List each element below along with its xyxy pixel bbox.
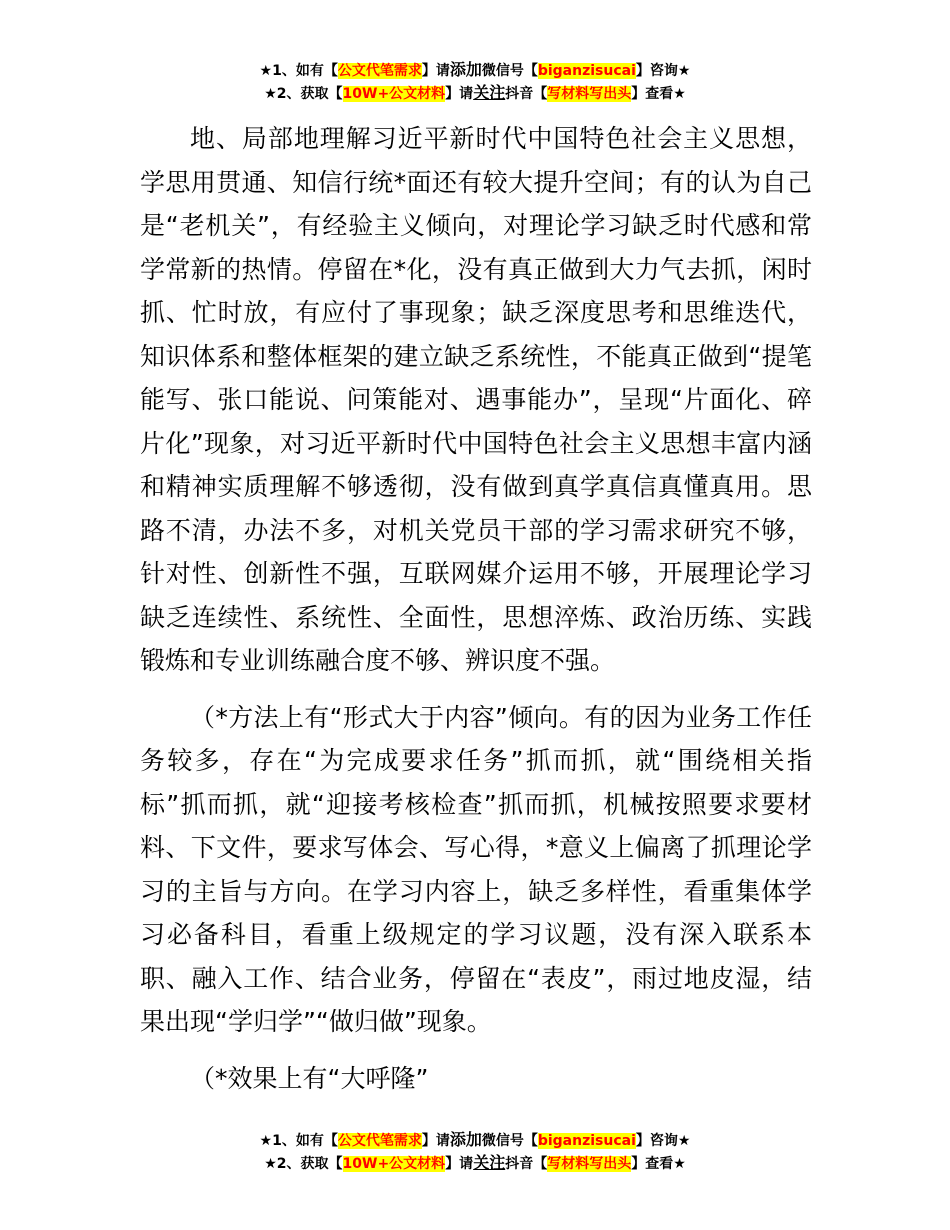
banner-highlight: biganzisucai bbox=[537, 1133, 636, 1149]
banner-text: ★2、获取【 bbox=[264, 1156, 343, 1172]
banner-text: 微信号【 bbox=[481, 63, 538, 79]
paragraph-1: 地、局部地理解习近平新时代中国特色社会主义思想，学思用贯通、知信行统*面还有较大提升空间；有的认为自己是“老机关”，有经验主义倾向，对理论学习缺乏时代感和常学常新的热情。停留在*化，没有真正做到大力气去抓，闲时抓、忙时放，有应付了事现象；缺乏深度思考和思维迭代，知识体系和整体框架的建立缺乏系统性，不能真正做到“提笔能写、张口能说、问策能对、遇事能办”，呈现“片面化、碎片化”现象，对习近平新时代中国特色社会主义思想丰富内涵和精神实质理解不够透彻，没有做到真学真信真懂真用。思路不清，办法不多，对机关党员干部的学习需求研究不够，针对性、创新性不强，互联网媒介运用不够，开展理论学习缺乏连续性、系统性、全面性，思想淬炼、政治历练、实践锻炼和专业训练融合度不够、辨识度不强。 bbox=[140, 124, 812, 675]
banner-text: 抖音【 bbox=[505, 1156, 548, 1172]
banner-emphasis: 添加 bbox=[449, 60, 482, 79]
banner-text: 】请 bbox=[445, 86, 474, 102]
banner-text: ★1、如有【 bbox=[259, 63, 338, 79]
document-body bbox=[140, 117, 812, 1113]
banner-highlight: biganzisucai bbox=[537, 63, 636, 79]
banner-emphasis: 关注 bbox=[473, 1153, 506, 1172]
banner-text: ★2、获取【 bbox=[264, 86, 343, 102]
banner-line-1 bbox=[0, 59, 950, 82]
banner-text: 】请 bbox=[445, 1156, 474, 1172]
banner-text: 】查看★ bbox=[631, 1156, 686, 1172]
banner-highlight: 写材料写出头 bbox=[547, 1156, 632, 1172]
header-banner bbox=[0, 59, 950, 105]
banner-text: 】咨询★ bbox=[635, 1133, 691, 1149]
banner-text: 】咨询★ bbox=[635, 63, 691, 79]
banner-text: 】请 bbox=[421, 1133, 450, 1149]
banner-emphasis: 关注 bbox=[473, 83, 506, 102]
banner-text: 】查看★ bbox=[631, 86, 686, 102]
banner-highlight: 公文代笔需求 bbox=[337, 63, 422, 79]
banner-emphasis: 添加 bbox=[449, 1130, 482, 1149]
banner-text: 微信号【 bbox=[481, 1133, 538, 1149]
paragraph-2: （*方法上有“形式大于内容”倾向。有的因为业务工作任务较多，存在“为完成要求任务”抓而抓，就“围绕相关指标”抓而抓，就“迎接考核检查”抓而抓，机械按照要求要材料、下文件，要求写体会、写心得，*意义上偏离了抓理论学习的主旨与方向。在学习内容上，缺乏多样性，看重集体学习必备科目，看重上级规定的学习议题，没有深入联系本职、融入工作、结合业务，停留在“表皮”，雨过地皮湿，结果出现“学归学”“做归做”现象。 bbox=[140, 702, 812, 1036]
footer-banner bbox=[0, 1129, 950, 1175]
banner-line-2 bbox=[0, 82, 950, 105]
banner-text: 】请 bbox=[421, 63, 450, 79]
banner-line-2 bbox=[0, 1152, 950, 1175]
banner-highlight: 写材料写出头 bbox=[547, 86, 632, 102]
banner-highlight: 公文代笔需求 bbox=[337, 1133, 422, 1149]
paragraph-3: （*效果上有“大呼隆” bbox=[190, 1063, 429, 1093]
banner-text: ★1、如有【 bbox=[259, 1133, 338, 1149]
banner-highlight: 10W+公文材料 bbox=[342, 1156, 446, 1172]
banner-text: 抖音【 bbox=[505, 86, 548, 102]
banner-highlight: 10W+公文材料 bbox=[342, 86, 446, 102]
banner-line-1 bbox=[0, 1129, 950, 1152]
